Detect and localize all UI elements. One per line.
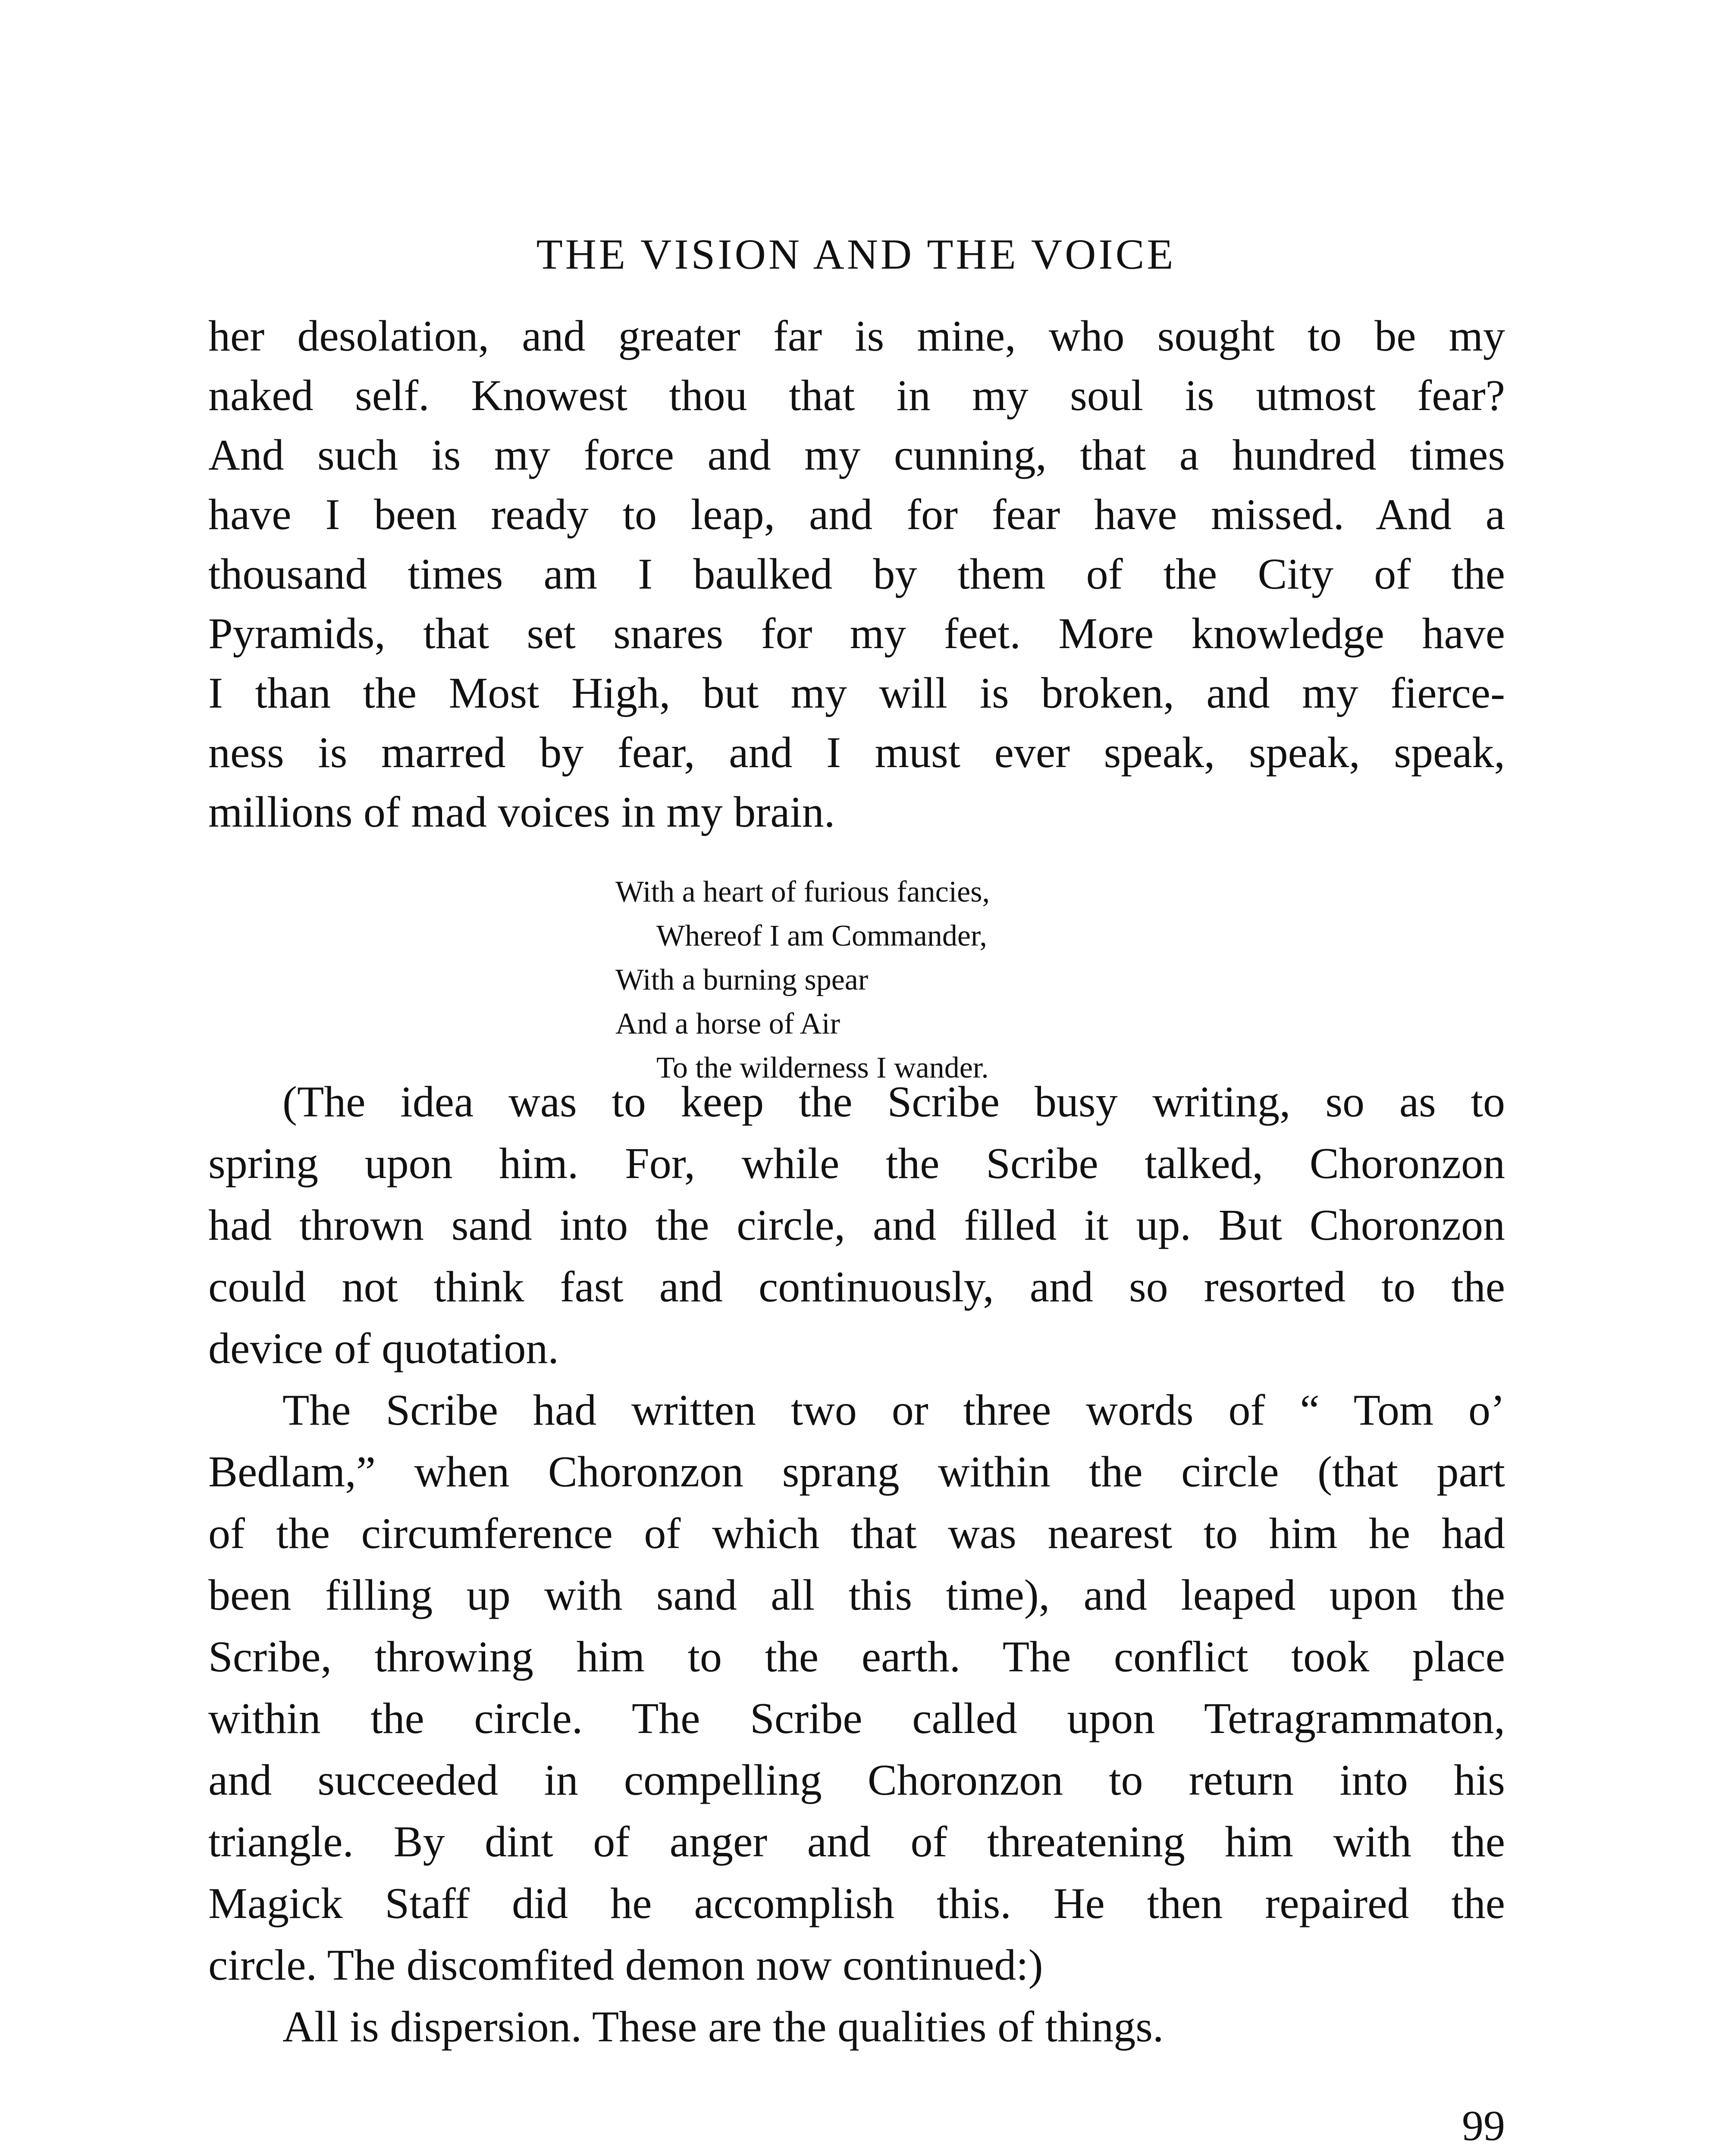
- text-line: her desolation, and greater far is mine, who sought to be my: [208, 312, 1505, 360]
- paragraph-1: [208, 307, 1505, 842]
- text-line: device of quotation.: [208, 1324, 559, 1373]
- paragraphs-2-4: [208, 1071, 1505, 2058]
- running-header: THE VISION AND THE VOICE: [536, 230, 1176, 278]
- verse-line: To the wilderness I wander.: [656, 1051, 989, 1084]
- page-number: 99: [1462, 2102, 1505, 2150]
- verse-line: With a heart of furious fancies,: [615, 875, 990, 909]
- text-line: and succeeded in compelling Choronzon to return into his: [208, 1756, 1505, 1805]
- text-line: have I been ready to leap, and for fear have missed. And a: [208, 490, 1505, 539]
- text-line: (The idea was to keep the Scribe busy writing, so as to: [282, 1078, 1505, 1126]
- text-line: within the circle. The Scribe called upon Tetragrammaton,: [208, 1694, 1505, 1743]
- text-line: spring upon him. For, while the Scribe talked, Choronzon: [208, 1139, 1505, 1188]
- verse-quotation: [615, 870, 990, 1090]
- verse-line: And a horse of Air: [615, 1007, 841, 1040]
- text-line: been filling up with sand all this time), and leaped upon the: [208, 1571, 1505, 1620]
- text-line: triangle. By dint of anger and of threatening him with the: [208, 1818, 1505, 1866]
- text-line: Magick Staff did he accomplish this. He then repaired the: [208, 1879, 1505, 1928]
- text-line: Bedlam,” when Choronzon sprang within the circle (that part: [208, 1448, 1505, 1496]
- text-line: The Scribe had written two or three words of “ Tom o’: [282, 1386, 1505, 1435]
- text-line: Pyramids, that set snares for my feet. More knowledge have: [208, 609, 1505, 658]
- text-line: ness is marred by fear, and I must ever speak, speak, speak,: [208, 728, 1505, 777]
- text-line: millions of mad voices in my brain.: [208, 788, 835, 837]
- text-line: could not think fast and continuously, and so resorted to the: [208, 1263, 1505, 1311]
- verse-line: Whereof I am Commander,: [656, 919, 987, 953]
- text-line: Scribe, throwing him to the earth. The conflict took place: [208, 1633, 1505, 1681]
- text-line: circle. The discomfited demon now continued:): [208, 1941, 1043, 1990]
- text-line: had thrown sand into the circle, and filled it up. But Choronzon: [208, 1201, 1505, 1250]
- verse-line: With a burning spear: [615, 963, 869, 997]
- text-line: I than the Most High, but my will is broken, and my fierce-: [208, 669, 1505, 718]
- text-line: naked self. Knowest thou that in my soul is utmost fear?: [208, 371, 1505, 420]
- text-line: of the circumference of which that was nearest to him he had: [208, 1509, 1505, 1558]
- text-line: All is dispersion. These are the qualities of things.: [282, 2002, 1164, 2051]
- text-line: And such is my force and my cunning, that a hundred times: [208, 431, 1505, 479]
- text-line: thousand times am I baulked by them of the City of the: [208, 550, 1505, 599]
